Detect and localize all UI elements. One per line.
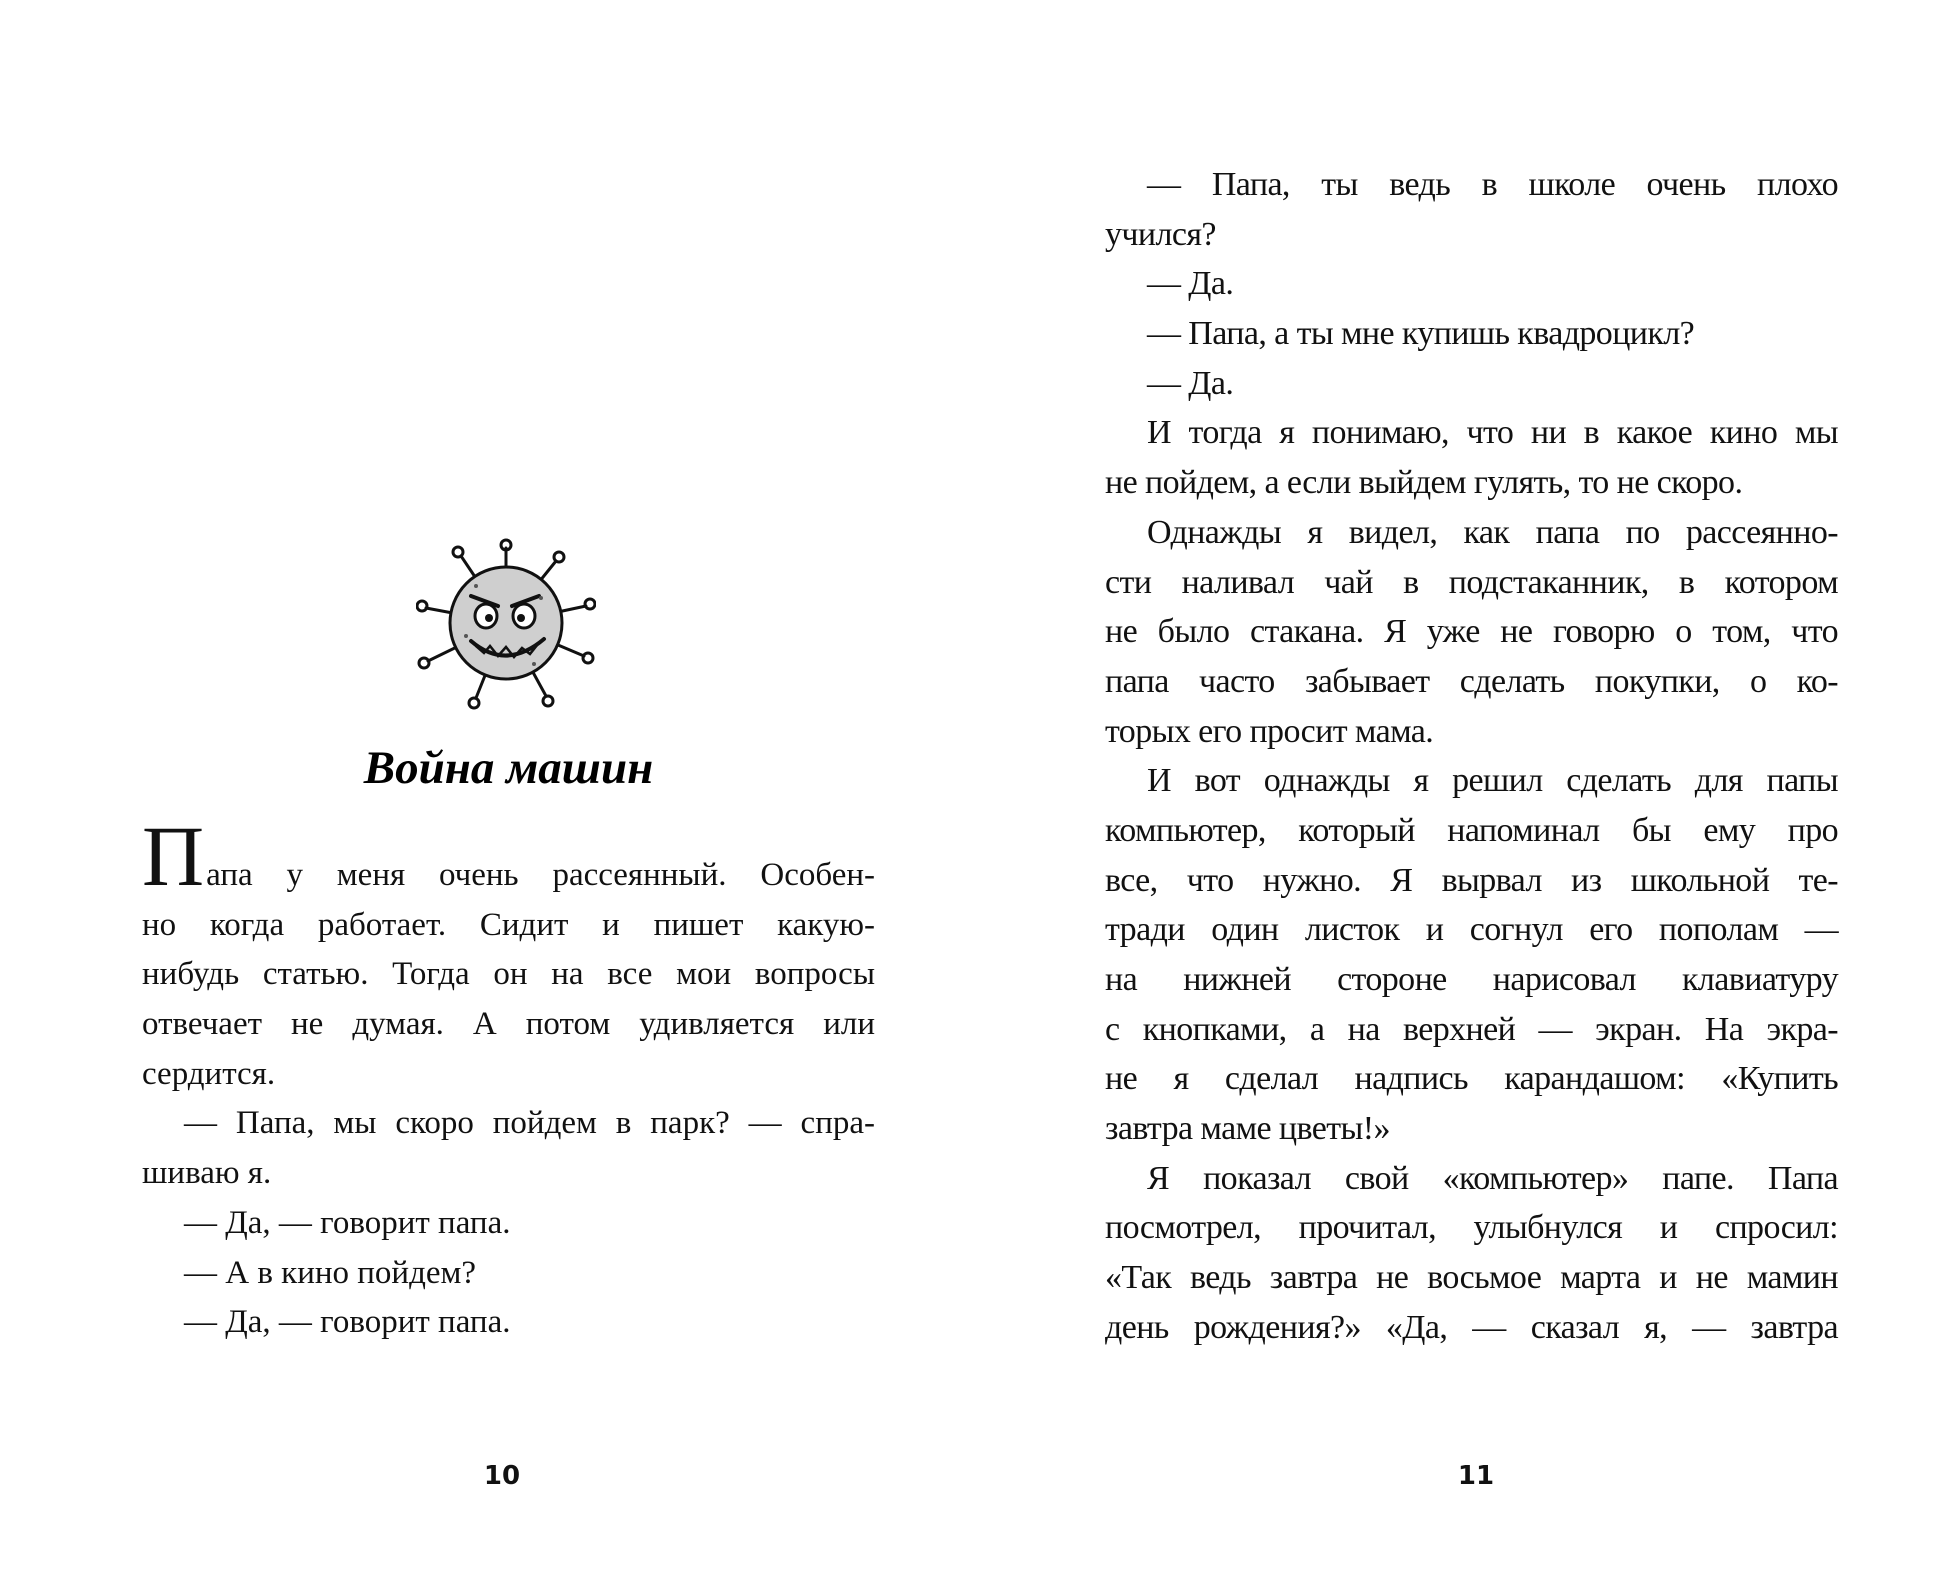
text-line bbox=[142, 1099, 875, 1149]
text-line-content: нибудь статью. Тогда он на все мои вопросы bbox=[142, 956, 875, 993]
text-line-content: сти наливал чай в подстаканник, в котором bbox=[1105, 563, 1838, 601]
text-line bbox=[1105, 756, 1838, 806]
text-line bbox=[1105, 359, 1838, 409]
text-line bbox=[1105, 657, 1838, 707]
text-line-content: торых его просит мама. bbox=[1105, 712, 1434, 750]
text-line bbox=[1105, 458, 1838, 508]
text-line-content: день рождения?» «Да, — сказал я, — завтра bbox=[1105, 1308, 1838, 1346]
text-line bbox=[1105, 160, 1838, 210]
text-line-content: посмотрел, прочитал, улыбнулся и спросил: bbox=[1105, 1209, 1838, 1247]
text-line bbox=[1105, 408, 1838, 458]
text-line bbox=[1105, 1303, 1838, 1353]
text-line-content: не пойдем, а если выйдем гулять, то не скоро. bbox=[1105, 464, 1743, 502]
text-line-content: апа у меня очень рассеянный. Особен- bbox=[206, 857, 875, 893]
text-line-content: сердится. bbox=[142, 1055, 276, 1092]
text-line-content: папа часто забывает сделать покупки, о ко- bbox=[1105, 662, 1838, 700]
text-line-content: на нижней стороне нарисовал клавиатуру bbox=[1105, 961, 1838, 998]
text-line bbox=[142, 950, 875, 1000]
drop-cap: П bbox=[142, 808, 205, 904]
text-line bbox=[142, 1000, 875, 1050]
text-line bbox=[1105, 508, 1838, 558]
text-line bbox=[142, 1249, 875, 1299]
text-line bbox=[1105, 856, 1838, 906]
text-line-content: Однажды я видел, как папа по рассеянно- bbox=[1147, 513, 1838, 551]
text-line-content: учился? bbox=[1105, 215, 1216, 253]
left-page-text bbox=[142, 808, 875, 1348]
text-line-content: шиваю я. bbox=[142, 1155, 272, 1192]
right-page-text bbox=[1105, 160, 1838, 1353]
text-line-content: завтра маме цветы!» bbox=[1105, 1110, 1390, 1148]
text-line-content: — Папа, мы скоро пойдем в парк? — спра- bbox=[184, 1105, 875, 1142]
page-number-right: 11 bbox=[1457, 1461, 1495, 1491]
text-line-content: не я сделал надпись карандашом: «Купить bbox=[1105, 1060, 1838, 1098]
text-line-content: с кнопками, а на верхней — экран. На экра- bbox=[1105, 1010, 1838, 1048]
text-line bbox=[142, 808, 875, 904]
text-line bbox=[1105, 905, 1838, 955]
text-line-content: все, что нужно. Я вырвал из школьной те- bbox=[1105, 861, 1838, 899]
text-line-content: И тогда я понимаю, что ни в какое кино мы bbox=[1147, 414, 1838, 452]
text-line bbox=[142, 1199, 875, 1249]
text-line-content: не было стакана. Я уже не говорю о том, что bbox=[1105, 613, 1838, 651]
text-line bbox=[1105, 955, 1838, 1005]
page-number-left: 10 bbox=[483, 1461, 521, 1491]
text-line-content: отвечает не думая. А потом удивляется или bbox=[142, 1006, 875, 1043]
chapter-title: Война машин bbox=[363, 742, 654, 794]
text-line bbox=[142, 901, 875, 951]
text-line-content: — Да. bbox=[1147, 265, 1234, 303]
text-line-content: компьютер, который напоминал бы ему про bbox=[1105, 811, 1838, 849]
text-line bbox=[1105, 1154, 1838, 1204]
text-line-content: — Папа, ты ведь в школе очень плохо bbox=[1147, 166, 1838, 203]
text-line bbox=[1105, 309, 1838, 359]
text-line-content: — Да, — говорит папа. bbox=[184, 1204, 511, 1241]
text-line bbox=[1105, 1054, 1838, 1104]
text-line bbox=[142, 1149, 875, 1199]
text-line bbox=[1105, 1203, 1838, 1253]
text-line-content: но когда работает. Сидит и пишет какую- bbox=[142, 906, 875, 943]
angry-virus-illustration bbox=[416, 536, 596, 711]
text-line bbox=[142, 1050, 875, 1100]
text-line bbox=[1105, 1005, 1838, 1055]
text-line-content: — А в кино пойдем? bbox=[184, 1254, 477, 1291]
text-line bbox=[142, 1298, 875, 1348]
text-line bbox=[1105, 259, 1838, 309]
text-line-content: И вот однажды я решил сделать для папы bbox=[1147, 762, 1838, 800]
text-line bbox=[1105, 607, 1838, 657]
text-line bbox=[1105, 707, 1838, 757]
text-line bbox=[1105, 210, 1838, 260]
text-line-content: — Папа, а ты мне купишь квадроцикл? bbox=[1147, 315, 1695, 353]
text-line-content: — Да. bbox=[1147, 364, 1234, 402]
text-line-content: Я показал свой «компьютер» папе. Папа bbox=[1147, 1159, 1838, 1197]
text-line bbox=[1105, 558, 1838, 608]
text-line-content: — Да, — говорит папа. bbox=[184, 1304, 511, 1341]
text-line-content: «Так ведь завтра не восьмое марта и не мамин bbox=[1105, 1259, 1838, 1297]
text-line bbox=[1105, 1104, 1838, 1154]
text-line bbox=[1105, 1253, 1838, 1303]
text-line-content: тради один листок и согнул его пополам — bbox=[1105, 911, 1838, 949]
text-line bbox=[1105, 806, 1838, 856]
